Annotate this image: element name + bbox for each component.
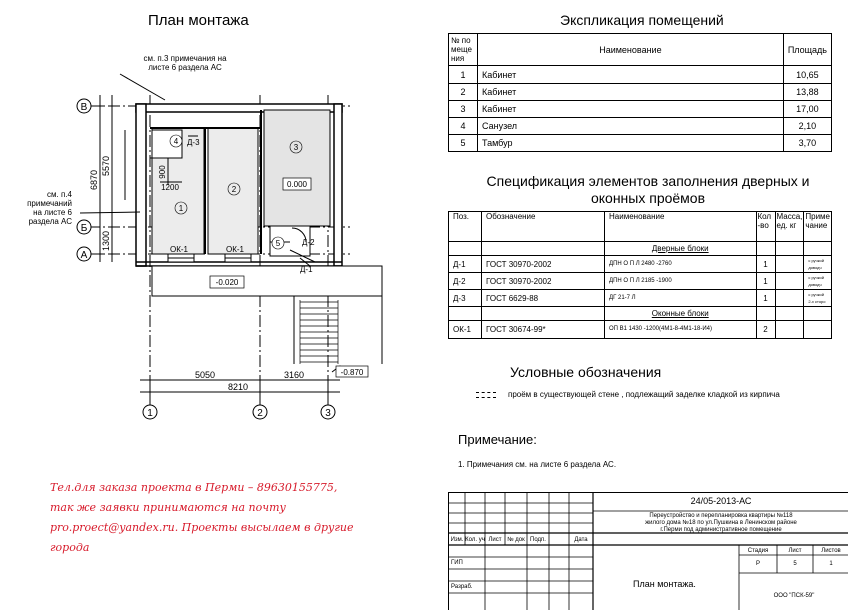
explication-row-4-name: Санузел bbox=[478, 118, 784, 135]
explication-header-area: Площадь bbox=[783, 34, 831, 66]
spec-row-d3-note: с ручкой 2-х сторо bbox=[804, 290, 832, 307]
legend-item: проём в существующей стене , подлежащий заделке кладкой из кирпича bbox=[508, 390, 780, 399]
notes-text: 1. Примечания см. на листе 6 раздела АС. bbox=[458, 460, 617, 469]
stamp-razrab: Разраб. bbox=[451, 584, 473, 590]
explication-row-4-area: 2,10 bbox=[783, 118, 831, 135]
explication-header-no: № по меще ния bbox=[449, 34, 478, 66]
spec-row-d1-pos: Д-1 bbox=[449, 256, 482, 273]
spec-header-mass: Масса, ед. кг bbox=[775, 212, 804, 242]
explication-row-2-area: 13,88 bbox=[783, 84, 831, 101]
room-1-number: 1 bbox=[178, 204, 184, 213]
room-4-number: 4 bbox=[173, 137, 179, 146]
spec-row-d3-qty: 1 bbox=[756, 290, 775, 307]
stamp-stage-header: Стадия bbox=[747, 548, 769, 554]
explication-table bbox=[448, 33, 832, 152]
spec-row-d1-note: с ручкой доводч bbox=[804, 256, 832, 273]
explication-row-5-name: Тамбур bbox=[478, 135, 784, 152]
spec-row-d2-pos: Д-2 bbox=[449, 273, 482, 290]
door-d2-label: Д-2 bbox=[302, 238, 315, 247]
spec-title: Спецификация элементов заполнения дверных и оконных проёмов bbox=[486, 173, 810, 206]
stamp-sheets: 1 bbox=[829, 561, 833, 567]
contact-ad: Тел.для заказа проекта в Перми – 89630155775, так же заявки принимаются на почту pro.proect@yandex.ru. Проекты высылаем в другие города bbox=[50, 481, 354, 554]
spec-row-d2-name: ДПН О П Л 2185 -1900 bbox=[605, 273, 757, 290]
spec-header-pos: Поз. bbox=[449, 212, 482, 242]
dim-1300: 1300 bbox=[101, 230, 111, 252]
explication-header-name: Наименование bbox=[478, 34, 784, 66]
room-5-number: 5 bbox=[275, 239, 281, 248]
stamp-description: Переустройство и перепланировка квартиры №118 жилого дома №18 по ул.Пушкина в Ленинском районе г.Перми под административное помещение bbox=[645, 513, 797, 533]
stamp-sheet: 5 bbox=[793, 561, 797, 567]
level-ground: -0.870 bbox=[340, 368, 364, 377]
spec-row-d1-code: ГОСТ 30970-2002 bbox=[482, 256, 605, 273]
explication-row-2-name: Кабинет bbox=[478, 84, 784, 101]
spec-row-ok1-qty: 2 bbox=[756, 321, 775, 339]
stamp-col-izm: Изм. bbox=[450, 537, 464, 543]
dim-8210: 8210 bbox=[227, 382, 249, 392]
notes-title: Примечание: bbox=[458, 432, 537, 447]
spec-table bbox=[448, 211, 832, 339]
spec-row-d3-pos: Д-3 bbox=[449, 290, 482, 307]
explication-row-3-name: Кабинет bbox=[478, 101, 784, 118]
dim-3160: 3160 bbox=[283, 370, 305, 380]
spec-row-ok1-name: ОП В1 1430 -1200(4М1-8-4М1-18-И4) bbox=[605, 321, 757, 339]
stamp-col-podp: Подп. bbox=[530, 537, 546, 543]
legend-title: Условные обозначения bbox=[510, 364, 662, 380]
dim-5570: 5570 bbox=[101, 155, 111, 177]
door-d1-label: Д-1 bbox=[300, 265, 313, 274]
explication-row-2-no: 2 bbox=[449, 84, 478, 101]
stamp-col-list: Лист bbox=[488, 537, 502, 543]
spec-header-qty: Кол -во bbox=[756, 212, 775, 242]
stamp-col-date: Дата bbox=[574, 537, 588, 543]
spec-row-d2-code: ГОСТ 30970-2002 bbox=[482, 273, 605, 290]
stamp-sheets-header: Листов bbox=[821, 548, 841, 554]
spec-row-d2-qty: 1 bbox=[756, 273, 775, 290]
spec-row-d2-note: с ручкой доводч bbox=[804, 273, 832, 290]
stamp-stage: Р bbox=[755, 561, 760, 567]
spec-group-doors: Дверные блоки bbox=[605, 242, 757, 256]
spec-row-d1-qty: 1 bbox=[756, 256, 775, 273]
dim-1200: 1200 bbox=[161, 183, 179, 192]
stamp-sheet-header: Лист bbox=[788, 548, 802, 554]
note-top: см. п.3 примечания на листе 6 раздела АС bbox=[143, 54, 227, 72]
spec-row-d3-name: ДГ 21-7 Л bbox=[605, 290, 757, 307]
axis-1: 1 bbox=[147, 408, 153, 419]
spec-row-ok1-pos: ОК-1 bbox=[449, 321, 482, 339]
window-ok1-label-a: ОК-1 bbox=[170, 245, 188, 254]
explication-row-1-no: 1 bbox=[449, 66, 478, 84]
spec-row-d1-name: ДПН О П Л 2480 -2760 bbox=[605, 256, 757, 273]
stamp-col-koluch: Кол. уч bbox=[465, 537, 485, 543]
explication-row-5-no: 5 bbox=[449, 135, 478, 152]
stamp-org: ООО "ПСК-59" bbox=[773, 593, 815, 599]
axis-b: Б bbox=[80, 223, 88, 234]
spec-header-name: Наименование bbox=[605, 212, 757, 242]
dim-900: 900 bbox=[158, 165, 167, 179]
dim-6870: 6870 bbox=[89, 169, 99, 191]
explication-row-4-no: 4 bbox=[449, 118, 478, 135]
axis-2: 2 bbox=[257, 408, 263, 419]
spec-header-note: Приме чание bbox=[804, 212, 832, 242]
room-3-number: 3 bbox=[293, 143, 299, 152]
explication-row-3-area: 17,00 bbox=[783, 101, 831, 118]
door-d3-label: Д-3 bbox=[187, 138, 200, 147]
explication-title: Экспликация помещений bbox=[560, 12, 724, 28]
plan-title: План монтажа bbox=[148, 12, 249, 29]
stamp-code: 24/05-2013-АС bbox=[690, 496, 752, 506]
explication-row-5-area: 3,70 bbox=[783, 135, 831, 152]
spec-row-ok1-note bbox=[804, 321, 832, 339]
explication-row-1-area: 10,65 bbox=[783, 66, 831, 84]
axis-a: А bbox=[80, 250, 88, 261]
room-2-number: 2 bbox=[231, 185, 237, 194]
axis-3: 3 bbox=[325, 408, 331, 419]
spec-group-windows: Оконные блоки bbox=[605, 307, 757, 321]
title-block bbox=[448, 492, 848, 610]
spec-row-ok1-code: ГОСТ 30674-99* bbox=[482, 321, 605, 339]
legend-hatch-icon bbox=[476, 392, 496, 398]
dim-5050: 5050 bbox=[194, 370, 216, 380]
spec-header-code: Обозначение bbox=[482, 212, 605, 242]
level-porch: -0.020 bbox=[215, 278, 239, 287]
explication-row-3-no: 3 bbox=[449, 101, 478, 118]
stamp-col-doc: № док bbox=[507, 537, 525, 543]
window-ok1-label-b: ОК-1 bbox=[226, 245, 244, 254]
note-left: см. п.4 примечаний на листе 6 раздела АС bbox=[27, 190, 72, 226]
spec-row-d3-code: ГОСТ 6629-88 bbox=[482, 290, 605, 307]
explication-row-1-name: Кабинет bbox=[478, 66, 784, 84]
level-room3: 0.000 bbox=[286, 180, 308, 189]
axis-v: В bbox=[80, 102, 88, 113]
stamp-gip: ГИП bbox=[451, 560, 463, 566]
stamp-sheet-name: План монтажа. bbox=[633, 579, 696, 589]
